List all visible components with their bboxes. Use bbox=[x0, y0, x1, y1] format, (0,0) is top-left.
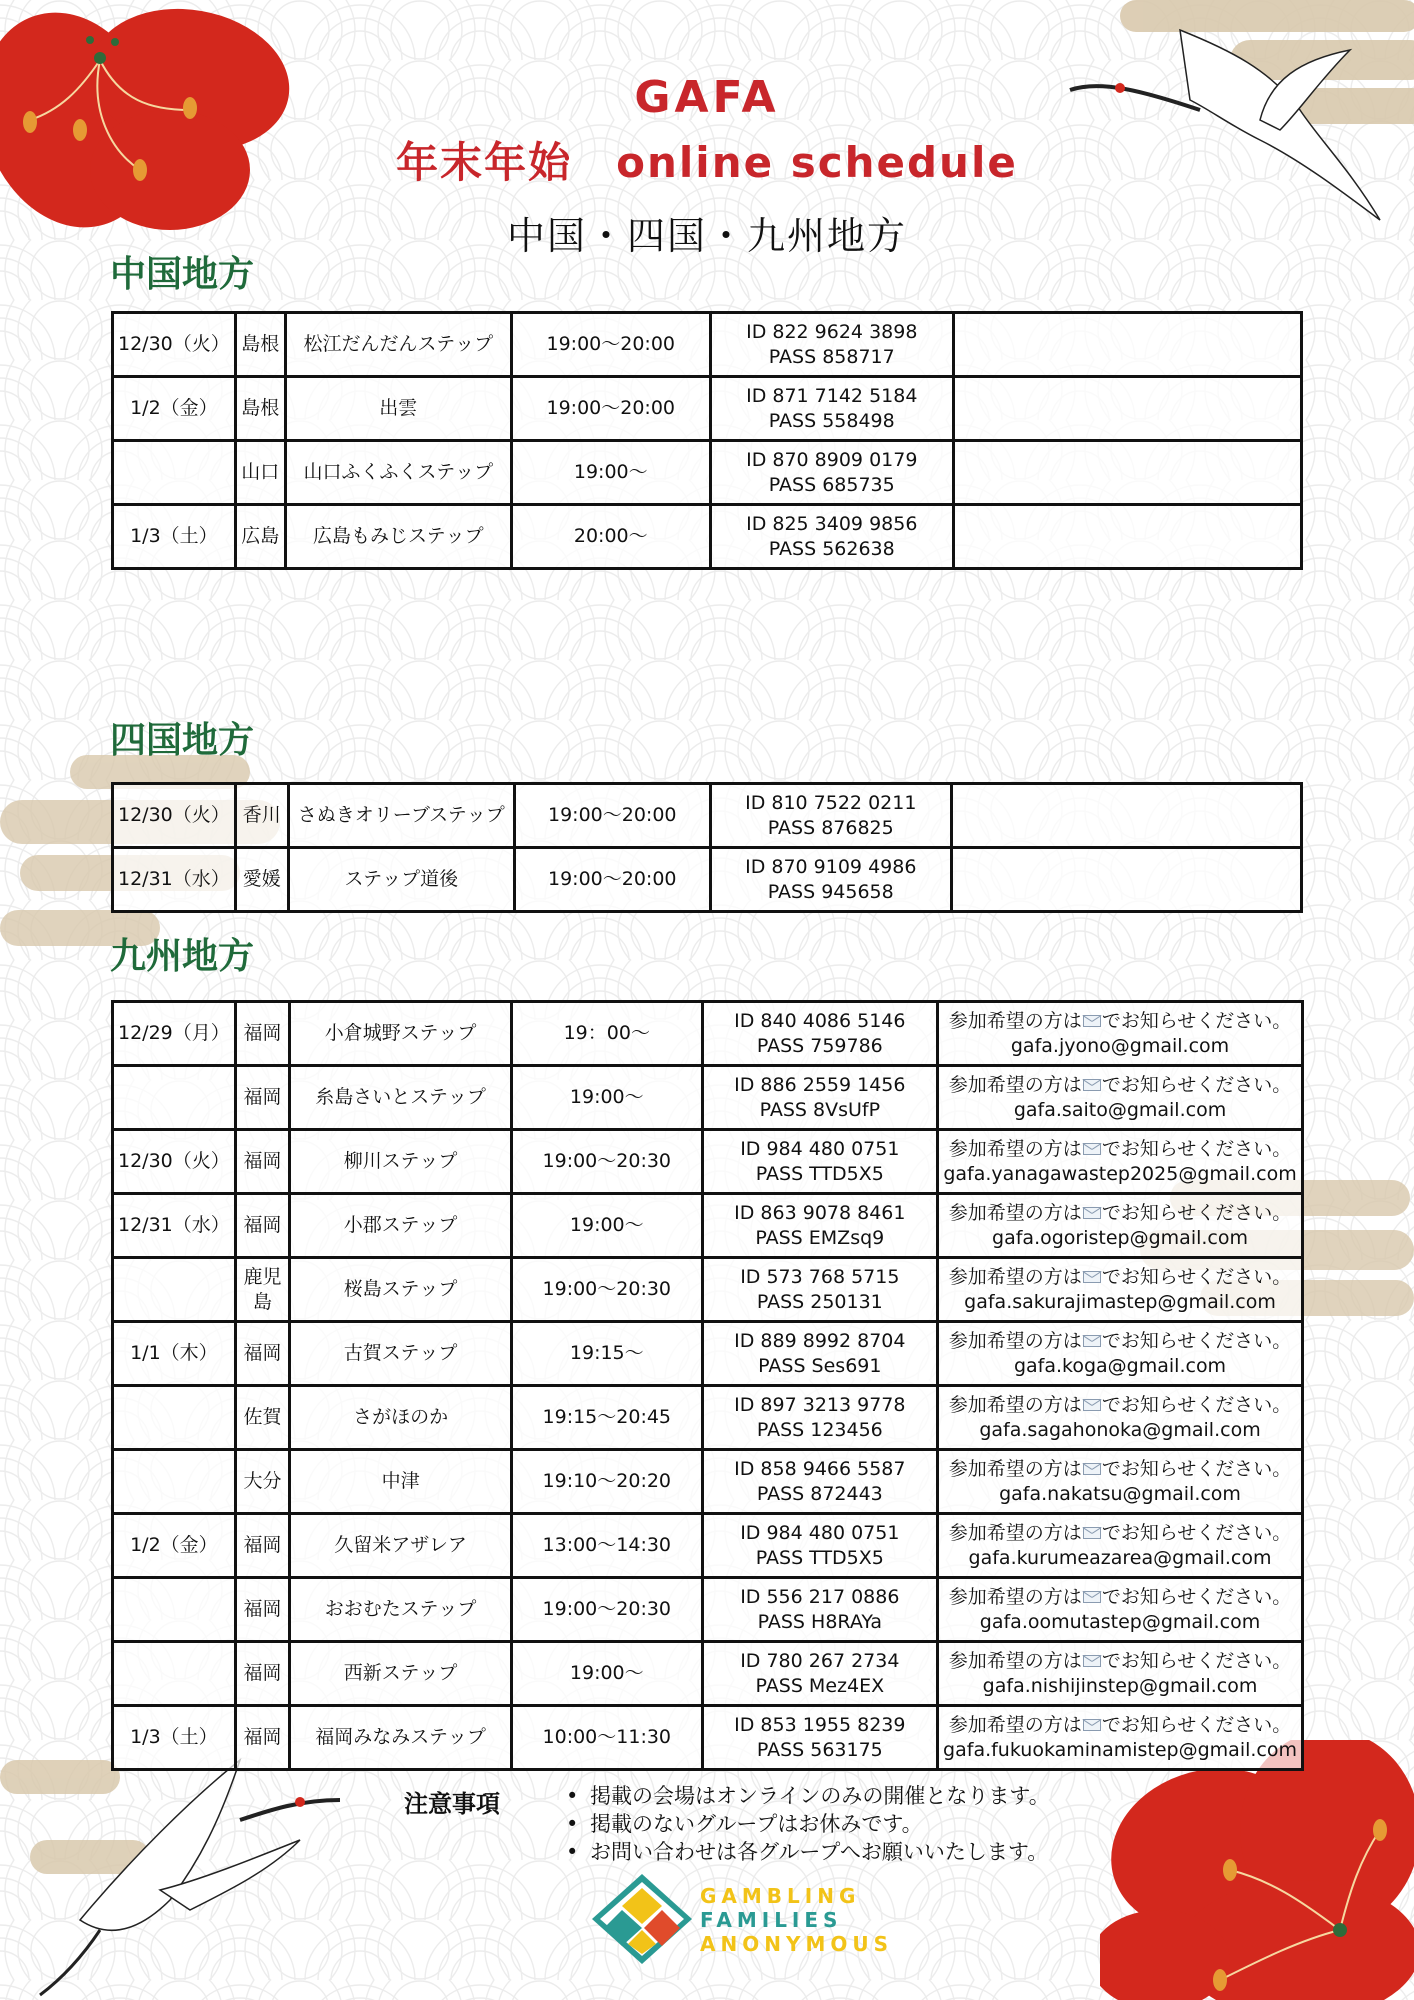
crane-bottom-left bbox=[0, 1740, 360, 2000]
contact-cell bbox=[938, 1258, 1303, 1322]
date-cell bbox=[113, 1642, 236, 1706]
meeting-id-cell bbox=[702, 1706, 937, 1770]
date-cell: 12/31（水） bbox=[113, 1194, 236, 1258]
time-cell: 19:00～ bbox=[511, 441, 710, 505]
prefecture-cell: 佐賀 bbox=[235, 1386, 289, 1450]
contact-suffix: でお知らせください。 bbox=[1101, 1585, 1292, 1608]
meeting-id: ID 780 267 2734 bbox=[740, 1649, 900, 1672]
prefecture-cell: 鹿児島 bbox=[235, 1258, 289, 1322]
group-name-cell: 松江だんだんステップ bbox=[285, 313, 511, 377]
group-name-cell: 桜島ステップ bbox=[290, 1258, 512, 1322]
contact-suffix: でお知らせください。 bbox=[1101, 1393, 1292, 1416]
section-title-chugoku: 中国地方 bbox=[110, 254, 255, 295]
meeting-id-cell bbox=[702, 1194, 937, 1258]
meeting-id-cell bbox=[710, 377, 953, 441]
kyushu-schedule-table bbox=[111, 1000, 1304, 1771]
contact-instruction bbox=[943, 1713, 1297, 1738]
meeting-pass: PASS TTD5X5 bbox=[755, 1162, 884, 1185]
contact-prefix: 参加希望の方は bbox=[948, 1585, 1082, 1608]
contact-suffix: でお知らせください。 bbox=[1101, 1201, 1292, 1224]
meeting-id: ID 858 9466 5587 bbox=[734, 1457, 906, 1480]
contact-prefix: 参加希望の方は bbox=[948, 1329, 1082, 1352]
table-row bbox=[113, 1194, 1303, 1258]
contact-suffix: でお知らせください。 bbox=[1101, 1009, 1292, 1032]
time-cell: 20:00～ bbox=[511, 505, 710, 569]
date-cell: 12/31（水） bbox=[113, 848, 236, 912]
mail-icon bbox=[1083, 1335, 1101, 1347]
date-cell bbox=[113, 1386, 236, 1450]
prefecture-cell: 香川 bbox=[235, 784, 288, 848]
contact-prefix: 参加希望の方は bbox=[948, 1009, 1082, 1032]
meeting-id: ID 889 8992 8704 bbox=[734, 1329, 906, 1352]
contact-suffix: でお知らせください。 bbox=[1101, 1713, 1292, 1736]
group-name-cell: 糸島さいとステップ bbox=[290, 1066, 512, 1130]
prefecture-cell: 島根 bbox=[235, 377, 285, 441]
contact-email[interactable]: gafa.sagahonoka@gmail.com bbox=[979, 1418, 1261, 1441]
group-name-cell: 古賀ステップ bbox=[290, 1322, 512, 1386]
notes-title: 注意事項 bbox=[404, 1790, 500, 1818]
contact-suffix: でお知らせください。 bbox=[1101, 1649, 1292, 1672]
table-row bbox=[113, 848, 1302, 912]
time-cell: 19:00～20:30 bbox=[511, 1130, 702, 1194]
group-name-cell: 小倉城野ステップ bbox=[290, 1002, 512, 1066]
meeting-pass: PASS Ses691 bbox=[758, 1354, 882, 1377]
chugoku-schedule-table bbox=[111, 311, 1303, 570]
contact-cell bbox=[951, 848, 1301, 912]
contact-cell bbox=[938, 1642, 1303, 1706]
contact-prefix: 参加希望の方は bbox=[948, 1457, 1082, 1480]
contact-suffix: でお知らせください。 bbox=[1101, 1457, 1292, 1480]
contact-prefix: 参加希望の方は bbox=[948, 1393, 1082, 1416]
table-row bbox=[113, 1130, 1303, 1194]
section-title-shikoku: 四国地方 bbox=[110, 720, 255, 761]
prefecture-cell: 福岡 bbox=[235, 1130, 289, 1194]
contact-email[interactable]: gafa.kurumeazarea@gmail.com bbox=[968, 1546, 1272, 1569]
contact-email[interactable]: gafa.nakatsu@gmail.com bbox=[999, 1482, 1241, 1505]
logo-wordmark bbox=[700, 1884, 893, 1956]
date-cell bbox=[113, 1450, 236, 1514]
prefecture-cell: 福岡 bbox=[235, 1322, 289, 1386]
prefecture-cell: 福岡 bbox=[235, 1578, 289, 1642]
meeting-pass: PASS 858717 bbox=[768, 345, 895, 368]
group-name-cell: 出雲 bbox=[285, 377, 511, 441]
contact-suffix: でお知らせください。 bbox=[1101, 1265, 1292, 1288]
date-cell bbox=[113, 441, 236, 505]
contact-instruction bbox=[943, 1585, 1297, 1610]
contact-email[interactable]: gafa.ogoristep@gmail.com bbox=[992, 1226, 1248, 1249]
list-item: • お問い合わせは各グループへお願いいたします。 bbox=[566, 1838, 1050, 1866]
list-item: • 掲載の会場はオンラインのみの開催となります。 bbox=[566, 1782, 1050, 1810]
meeting-pass: PASS H8RAYa bbox=[757, 1610, 882, 1633]
contact-cell bbox=[938, 1194, 1303, 1258]
meeting-pass: PASS TTD5X5 bbox=[755, 1546, 884, 1569]
contact-email[interactable]: gafa.sakurajimastep@gmail.com bbox=[964, 1290, 1276, 1313]
group-name-cell: 小郡ステップ bbox=[290, 1194, 512, 1258]
contact-instruction bbox=[943, 1265, 1297, 1290]
meeting-id: ID 886 2559 1456 bbox=[734, 1073, 906, 1096]
contact-cell bbox=[938, 1514, 1303, 1578]
meeting-id-cell bbox=[710, 505, 953, 569]
meeting-id: ID 863 9078 8461 bbox=[734, 1201, 906, 1224]
mail-icon bbox=[1083, 1271, 1101, 1283]
logo-line-2: FAMILIES bbox=[700, 1908, 843, 1932]
meeting-id-cell bbox=[710, 848, 951, 912]
date-cell: 12/30（火） bbox=[113, 784, 236, 848]
contact-instruction bbox=[943, 1457, 1297, 1482]
contact-instruction bbox=[943, 1201, 1297, 1226]
section-title-kyushu: 九州地方 bbox=[110, 936, 255, 977]
meeting-id-cell bbox=[710, 441, 953, 505]
group-name-cell: 西新ステップ bbox=[290, 1642, 512, 1706]
group-name-cell: さぬきオリーブステップ bbox=[288, 784, 514, 848]
group-name-cell: 広島もみじステップ bbox=[285, 505, 511, 569]
time-cell: 19:00～20:00 bbox=[514, 784, 710, 848]
contact-instruction bbox=[943, 1137, 1297, 1162]
group-name-cell: 中津 bbox=[290, 1450, 512, 1514]
meeting-id-cell bbox=[702, 1322, 937, 1386]
prefecture-cell: 広島 bbox=[235, 505, 285, 569]
time-cell: 19:00～ bbox=[511, 1642, 702, 1706]
group-name-cell: 山口ふくふくステップ bbox=[285, 441, 511, 505]
time-cell: 19:00～ bbox=[511, 1194, 702, 1258]
time-cell: 19:00～20:00 bbox=[511, 313, 710, 377]
meeting-id-cell bbox=[702, 1066, 937, 1130]
mail-icon bbox=[1083, 1079, 1101, 1091]
contact-instruction bbox=[943, 1329, 1297, 1354]
contact-suffix: でお知らせください。 bbox=[1101, 1329, 1292, 1352]
region-heading: 中国・四国・九州地方 bbox=[506, 214, 907, 258]
meeting-id: ID 984 480 0751 bbox=[740, 1521, 900, 1544]
contact-suffix: でお知らせください。 bbox=[1101, 1521, 1292, 1544]
contact-email[interactable]: gafa.koga@gmail.com bbox=[1013, 1354, 1227, 1377]
contact-cell bbox=[951, 784, 1301, 848]
contact-suffix: でお知らせください。 bbox=[1101, 1073, 1292, 1096]
date-cell: 1/3（土） bbox=[113, 1706, 236, 1770]
meeting-id: ID 870 9109 4986 bbox=[745, 855, 917, 878]
date-cell bbox=[113, 1258, 236, 1322]
group-name-cell: 福岡みなみステップ bbox=[290, 1706, 512, 1770]
contact-email[interactable]: gafa.nishijinstep@gmail.com bbox=[982, 1674, 1258, 1697]
time-cell: 19:10～20:20 bbox=[511, 1450, 702, 1514]
table-row bbox=[113, 1322, 1303, 1386]
prefecture-cell: 福岡 bbox=[235, 1706, 289, 1770]
contact-prefix: 参加希望の方は bbox=[948, 1137, 1082, 1160]
table-row bbox=[113, 1386, 1303, 1450]
contact-email[interactable]: gafa.yanagawastep2025@gmail.com bbox=[943, 1162, 1297, 1185]
mail-icon bbox=[1083, 1591, 1101, 1603]
meeting-pass: PASS 558498 bbox=[768, 409, 895, 432]
table-row bbox=[113, 1578, 1303, 1642]
time-cell: 10:00～11:30 bbox=[511, 1706, 702, 1770]
time-cell: 13:00～14:30 bbox=[511, 1514, 702, 1578]
meeting-id-cell bbox=[702, 1642, 937, 1706]
mail-icon bbox=[1083, 1015, 1101, 1027]
time-cell: 19:00～20:30 bbox=[511, 1578, 702, 1642]
prefecture-cell: 大分 bbox=[235, 1450, 289, 1514]
contact-prefix: 参加希望の方は bbox=[948, 1649, 1082, 1672]
prefecture-cell: 福岡 bbox=[235, 1514, 289, 1578]
table-row bbox=[113, 1706, 1303, 1770]
time-cell: 19:00～ bbox=[511, 1066, 702, 1130]
date-cell: 1/1（木） bbox=[113, 1322, 236, 1386]
meeting-id: ID 810 7522 0211 bbox=[745, 791, 917, 814]
contact-instruction bbox=[943, 1009, 1297, 1034]
meeting-pass: PASS Mez4EX bbox=[755, 1674, 885, 1697]
prefecture-cell: 福岡 bbox=[235, 1642, 289, 1706]
time-cell: 19：00～ bbox=[511, 1002, 702, 1066]
contact-cell bbox=[938, 1002, 1303, 1066]
table-row bbox=[113, 1066, 1303, 1130]
table-row bbox=[113, 1642, 1303, 1706]
logo-line-3: ANONYMOUS bbox=[700, 1932, 893, 1956]
meeting-pass: PASS 759786 bbox=[756, 1034, 883, 1057]
time-cell: 19:15～ bbox=[511, 1322, 702, 1386]
mail-icon bbox=[1083, 1527, 1101, 1539]
prefecture-cell: 愛媛 bbox=[235, 848, 288, 912]
meeting-pass: PASS 945658 bbox=[767, 880, 894, 903]
meeting-id: ID 822 9624 3898 bbox=[746, 320, 918, 343]
contact-cell bbox=[938, 1322, 1303, 1386]
group-name-cell: さがほのか bbox=[290, 1386, 512, 1450]
contact-instruction bbox=[943, 1649, 1297, 1674]
contact-prefix: 参加希望の方は bbox=[948, 1713, 1082, 1736]
date-cell: 12/30（火） bbox=[113, 1130, 236, 1194]
contact-prefix: 参加希望の方は bbox=[948, 1521, 1082, 1544]
date-cell: 12/30（火） bbox=[113, 313, 236, 377]
meeting-id-cell bbox=[702, 1386, 937, 1450]
contact-email[interactable]: gafa.jyono@gmail.com bbox=[1010, 1034, 1230, 1057]
contact-email[interactable]: gafa.oomutastep@gmail.com bbox=[979, 1610, 1261, 1633]
meeting-id-cell bbox=[702, 1130, 937, 1194]
contact-cell bbox=[953, 377, 1301, 441]
meeting-id: ID 825 3409 9856 bbox=[746, 512, 918, 535]
list-item: • 掲載のないグループはお休みです。 bbox=[566, 1810, 1050, 1838]
mail-icon bbox=[1083, 1719, 1101, 1731]
meeting-id-cell bbox=[702, 1002, 937, 1066]
table-row bbox=[113, 313, 1302, 377]
date-cell: 1/3（土） bbox=[113, 505, 236, 569]
meeting-id: ID 573 768 5715 bbox=[740, 1265, 900, 1288]
group-name-cell: ステップ道後 bbox=[288, 848, 514, 912]
contact-email[interactable]: gafa.fukuokaminamistep@gmail.com bbox=[943, 1738, 1297, 1761]
meeting-pass: PASS 872443 bbox=[756, 1482, 883, 1505]
time-cell: 19:00～20:00 bbox=[511, 377, 710, 441]
time-cell: 19:00～20:00 bbox=[514, 848, 710, 912]
meeting-pass: PASS 685735 bbox=[768, 473, 895, 496]
table-row bbox=[113, 1514, 1303, 1578]
meeting-id: ID 984 480 0751 bbox=[740, 1137, 900, 1160]
mail-icon bbox=[1083, 1399, 1101, 1411]
meeting-id: ID 871 7142 5184 bbox=[746, 384, 918, 407]
prefecture-cell: 福岡 bbox=[235, 1002, 289, 1066]
table-row bbox=[113, 377, 1302, 441]
contact-cell bbox=[953, 441, 1301, 505]
meeting-id: ID 870 8909 0179 bbox=[746, 448, 918, 471]
shikoku-schedule-table bbox=[111, 782, 1303, 913]
contact-cell bbox=[938, 1066, 1303, 1130]
contact-prefix: 参加希望の方は bbox=[948, 1265, 1082, 1288]
mail-icon bbox=[1083, 1655, 1101, 1667]
meeting-pass: PASS 563175 bbox=[756, 1738, 883, 1761]
date-cell: 1/2（金） bbox=[113, 1514, 236, 1578]
prefecture-cell: 山口 bbox=[235, 441, 285, 505]
contact-cell bbox=[938, 1130, 1303, 1194]
meeting-pass: PASS 876825 bbox=[767, 816, 894, 839]
time-cell: 19:15～20:45 bbox=[511, 1386, 702, 1450]
meeting-id: ID 897 3213 9778 bbox=[734, 1393, 906, 1416]
meeting-id-cell bbox=[702, 1578, 937, 1642]
group-name-cell: おおむたステップ bbox=[290, 1578, 512, 1642]
meeting-id: ID 556 217 0886 bbox=[740, 1585, 900, 1608]
group-name-cell: 久留米アザレア bbox=[290, 1514, 512, 1578]
group-name-cell: 柳川ステップ bbox=[290, 1130, 512, 1194]
date-cell: 12/29（月） bbox=[113, 1002, 236, 1066]
contact-cell bbox=[938, 1450, 1303, 1514]
meeting-pass: PASS 250131 bbox=[756, 1290, 883, 1313]
meeting-pass: PASS 562638 bbox=[768, 537, 895, 560]
meeting-id-cell bbox=[710, 784, 951, 848]
meeting-id-cell bbox=[702, 1514, 937, 1578]
table-row bbox=[113, 1450, 1303, 1514]
meeting-id-cell bbox=[710, 313, 953, 377]
meeting-pass: PASS 8VsUfP bbox=[759, 1098, 881, 1121]
contact-cell bbox=[938, 1386, 1303, 1450]
mail-icon bbox=[1083, 1207, 1101, 1219]
meeting-id-cell bbox=[702, 1450, 937, 1514]
prefecture-cell: 福岡 bbox=[235, 1194, 289, 1258]
mail-icon bbox=[1083, 1143, 1101, 1155]
table-row bbox=[113, 1258, 1303, 1322]
contact-instruction bbox=[943, 1521, 1297, 1546]
notes-list bbox=[566, 1782, 1050, 1866]
meeting-pass: PASS 123456 bbox=[756, 1418, 883, 1441]
meeting-id: ID 853 1955 8239 bbox=[734, 1713, 906, 1736]
meeting-pass: PASS EMZsq9 bbox=[755, 1226, 885, 1249]
meeting-id: ID 840 4086 5146 bbox=[734, 1009, 906, 1032]
table-row bbox=[113, 505, 1302, 569]
date-cell: 1/2（金） bbox=[113, 377, 236, 441]
page-subtitle-schedule: 年末年始 online schedule bbox=[396, 138, 1018, 187]
contact-cell bbox=[953, 313, 1301, 377]
prefecture-cell: 福岡 bbox=[235, 1066, 289, 1130]
gamblers-families-anonymous-logo-icon bbox=[592, 1874, 692, 1964]
contact-cell bbox=[938, 1706, 1303, 1770]
contact-cell bbox=[953, 505, 1301, 569]
contact-email[interactable]: gafa.saito@gmail.com bbox=[1013, 1098, 1227, 1121]
meeting-id-cell bbox=[702, 1258, 937, 1322]
contact-cell bbox=[938, 1578, 1303, 1642]
page-title: GAFA bbox=[634, 72, 780, 123]
prefecture-cell: 島根 bbox=[235, 313, 285, 377]
contact-prefix: 参加希望の方は bbox=[948, 1201, 1082, 1224]
table-row bbox=[113, 784, 1302, 848]
contact-instruction bbox=[943, 1393, 1297, 1418]
date-cell bbox=[113, 1066, 236, 1130]
contact-instruction bbox=[943, 1073, 1297, 1098]
time-cell: 19:00～20:30 bbox=[511, 1258, 702, 1322]
table-row bbox=[113, 1002, 1303, 1066]
date-cell bbox=[113, 1578, 236, 1642]
mail-icon bbox=[1083, 1463, 1101, 1475]
table-row bbox=[113, 441, 1302, 505]
contact-suffix: でお知らせください。 bbox=[1101, 1137, 1292, 1160]
red-flower-bottom-right bbox=[1100, 1740, 1414, 2000]
logo-line-1: GAMBLING bbox=[700, 1884, 861, 1908]
contact-prefix: 参加希望の方は bbox=[948, 1073, 1082, 1096]
